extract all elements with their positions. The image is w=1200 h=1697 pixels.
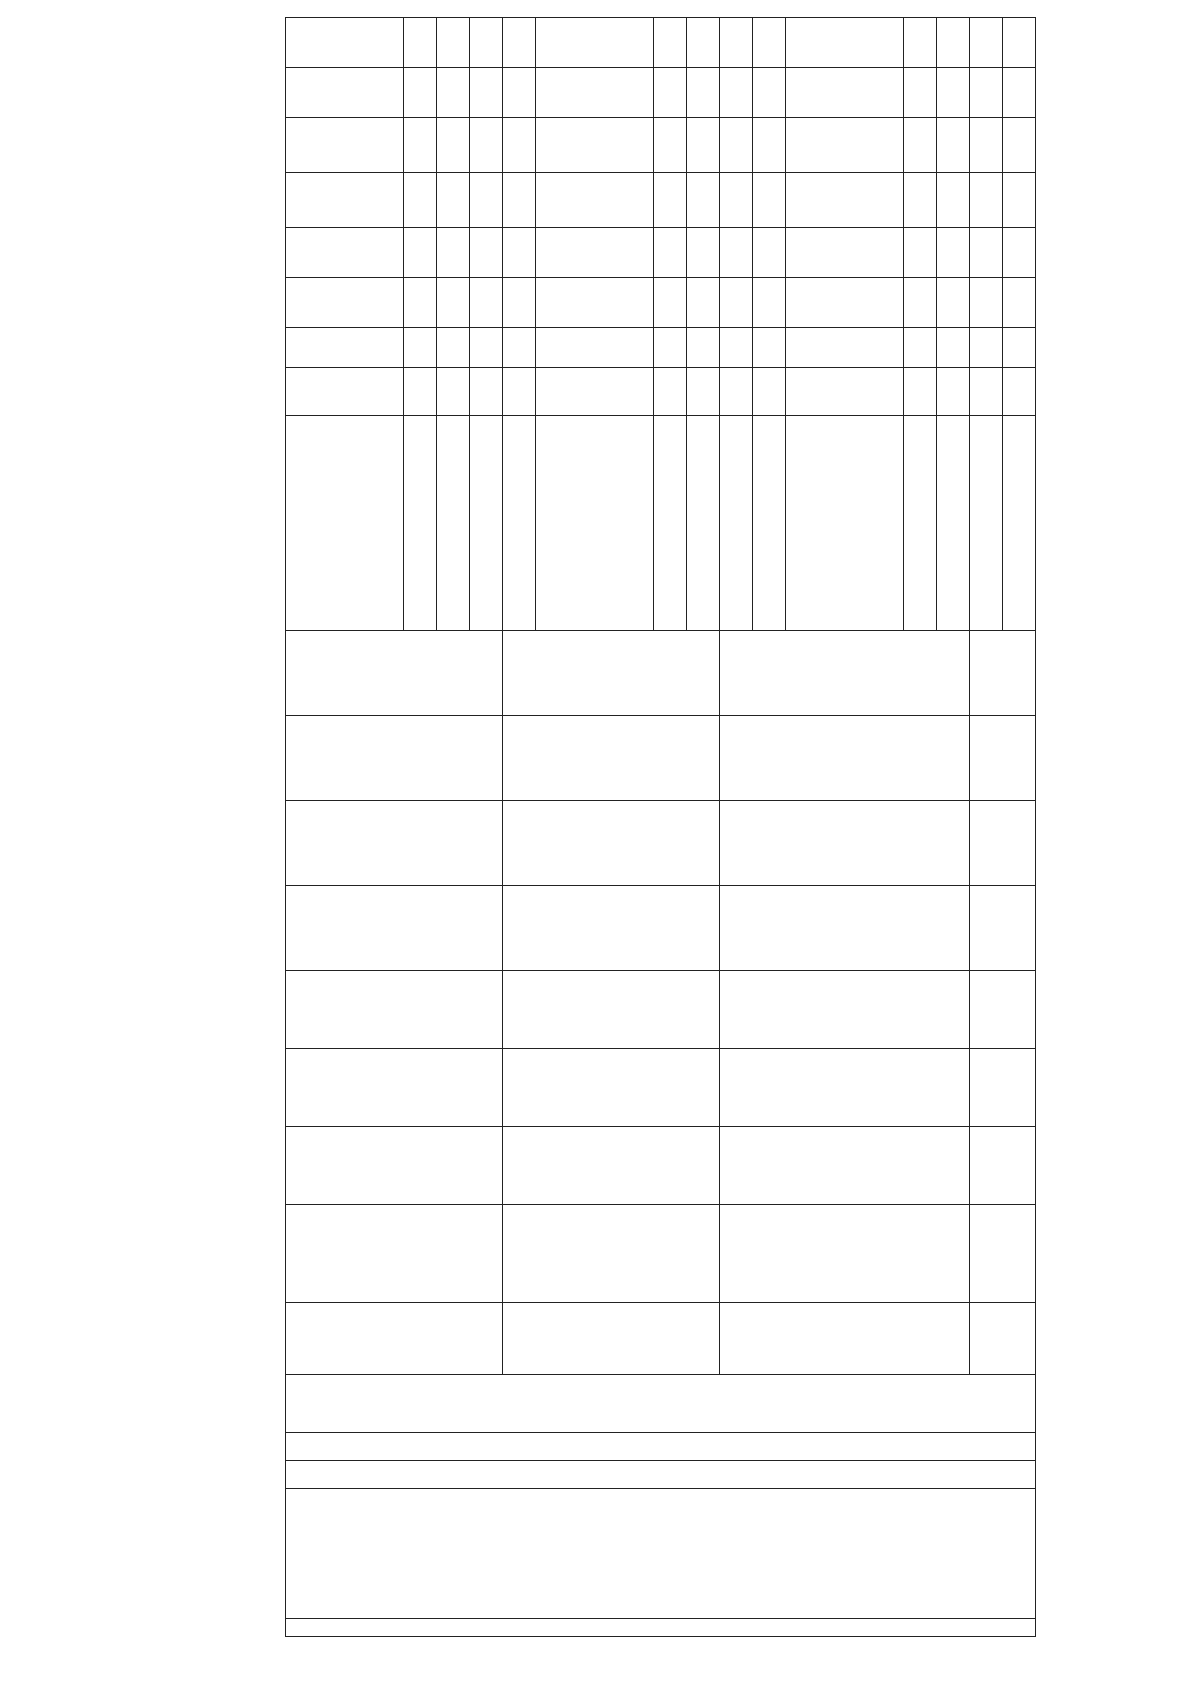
indicator-value-cell [503,278,536,328]
indicator-value-cell [970,328,1003,368]
indicator-value-cell [687,173,720,228]
indicator-name-cell [937,416,970,631]
indicator-value-cell [720,228,753,278]
indicator-value-cell [470,328,503,368]
indicator-value-cell [286,173,404,228]
indicator-name-cell [654,416,687,631]
indicator-value-cell [536,278,654,328]
indicator-value-cell [753,278,786,328]
indicator-value-cell [654,278,687,328]
indicator-name-cell [286,416,404,631]
funding-value-cell [286,886,503,971]
amendment-table [285,17,1036,1637]
funding-value-cell [503,971,720,1049]
indicator-value-cell [536,228,654,278]
indicator-value-cell [503,228,536,278]
funding-value-cell [970,801,1036,886]
executor-cell [286,1375,1036,1433]
indicator-name-cell [1003,416,1036,631]
event-name-cell [286,1489,1036,1619]
indicator-name-cell [404,416,437,631]
indicator-value-cell [720,278,753,328]
funding-value-cell [503,801,720,886]
indicator-unit-cell [937,368,970,416]
indicator-value-cell [1003,228,1036,278]
indicator-value-cell [687,328,720,368]
funding-value-cell [503,886,720,971]
indicator-value-cell [786,173,904,228]
indicator-unit-cell [404,368,437,416]
indicator-name-cell [904,416,937,631]
indicator-value-cell [470,118,503,173]
funding-value-cell [720,801,970,886]
indicator-value-cell [937,278,970,328]
indicator-value-cell [1003,328,1036,368]
indicator-value-cell [286,68,404,118]
indicator-value-cell [654,173,687,228]
indicator-value-cell [470,173,503,228]
indicator-value-cell [503,173,536,228]
indicator-value-cell [904,173,937,228]
indicator-name-cell [687,416,720,631]
funding-source-cell [720,1303,970,1375]
indicator-value-cell [654,328,687,368]
indicator-value-cell [654,118,687,173]
funding-value-cell [286,1127,503,1205]
end-year-cell [286,1433,1036,1461]
indicator-value-cell [1003,18,1036,68]
funding-value-cell [286,716,503,801]
indicator-value-cell [404,173,437,228]
indicator-value-cell [404,68,437,118]
indicator-value-cell [536,118,654,173]
indicator-unit-cell [1003,368,1036,416]
indicator-value-cell [753,173,786,228]
indicator-value-cell [970,228,1003,278]
indicator-value-cell [970,278,1003,328]
indicator-unit-cell [687,368,720,416]
indicator-value-cell [404,328,437,368]
indicator-unit-cell [720,368,753,416]
indicator-value-cell [536,18,654,68]
indicator-name-cell [470,416,503,631]
indicator-value-cell [286,278,404,328]
indicator-unit-cell [470,368,503,416]
indicator-value-cell [786,328,904,368]
indicator-name-cell [720,416,753,631]
indicator-value-cell [1003,68,1036,118]
indicator-value-cell [1003,278,1036,328]
indicator-value-cell [286,118,404,173]
funding-value-cell [970,971,1036,1049]
indicator-value-cell [786,228,904,278]
indicator-value-cell [970,18,1003,68]
indicator-unit-cell [536,368,654,416]
indicator-value-cell [904,18,937,68]
indicator-value-cell [437,18,470,68]
indicator-value-cell [937,173,970,228]
indicator-value-cell [536,173,654,228]
indicator-value-cell [970,118,1003,173]
indicator-value-cell [687,68,720,118]
indicator-value-cell [503,118,536,173]
indicator-value-cell [753,18,786,68]
funding-source-cell [286,1303,503,1375]
funding-value-cell [720,1205,970,1303]
indicator-unit-cell [286,368,404,416]
funding-value-cell [720,716,970,801]
funding-value-cell [720,1049,970,1127]
indicator-value-cell [720,118,753,173]
indicator-name-cell [503,416,536,631]
indicator-name-cell [753,416,786,631]
indicator-value-cell [720,173,753,228]
indicator-unit-cell [503,368,536,416]
indicator-unit-cell [654,368,687,416]
funding-value-cell [286,1049,503,1127]
indicator-value-cell [1003,173,1036,228]
funding-value-cell [503,1205,720,1303]
indicator-value-cell [437,173,470,228]
funding-value-cell [970,886,1036,971]
indicator-value-cell [904,68,937,118]
funding-source-cell [970,1303,1036,1375]
funding-value-cell [720,1127,970,1205]
table-row [286,18,404,1637]
funding-value-cell [720,631,970,716]
indicator-value-cell [437,118,470,173]
indicator-value-cell [286,328,404,368]
indicator-unit-cell [753,368,786,416]
indicator-value-cell [753,228,786,278]
funding-value-cell [286,971,503,1049]
indicator-value-cell [503,18,536,68]
indicator-value-cell [470,278,503,328]
indicator-unit-cell [904,368,937,416]
indicator-value-cell [970,68,1003,118]
indicator-value-cell [654,68,687,118]
indicator-unit-cell [970,368,1003,416]
funding-value-cell [286,801,503,886]
funding-value-cell [970,1127,1036,1205]
funding-value-cell [970,1205,1036,1303]
indicator-value-cell [970,173,1003,228]
indicator-value-cell [437,328,470,368]
funding-value-cell [286,1205,503,1303]
indicator-value-cell [404,228,437,278]
indicator-value-cell [437,228,470,278]
indicator-value-cell [904,228,937,278]
start-year-cell [286,1461,1036,1489]
indicator-value-cell [404,278,437,328]
indicator-value-cell [1003,118,1036,173]
indicator-name-cell [437,416,470,631]
indicator-value-cell [786,278,904,328]
indicator-value-cell [937,68,970,118]
indicator-value-cell [654,228,687,278]
indicator-value-cell [437,68,470,118]
indicator-value-cell [437,278,470,328]
indicator-value-cell [720,18,753,68]
indicator-value-cell [687,118,720,173]
indicator-value-cell [286,228,404,278]
indicator-value-cell [470,68,503,118]
funding-value-cell [286,631,503,716]
funding-value-cell [970,716,1036,801]
indicator-value-cell [536,68,654,118]
indicator-value-cell [286,18,404,68]
funding-value-cell [503,1049,720,1127]
indicator-value-cell [937,328,970,368]
indicator-value-cell [470,228,503,278]
indicator-value-cell [753,68,786,118]
indicator-value-cell [503,68,536,118]
indicator-value-cell [470,18,503,68]
indicator-value-cell [786,18,904,68]
indicator-name-cell [970,416,1003,631]
indicator-unit-cell [437,368,470,416]
indicator-value-cell [786,68,904,118]
funding-value-cell [720,971,970,1049]
indicator-value-cell [753,328,786,368]
indicator-value-cell [654,18,687,68]
indicator-value-cell [503,328,536,368]
indicator-value-cell [720,68,753,118]
indicator-value-cell [786,118,904,173]
funding-value-cell [503,631,720,716]
funding-value-cell [970,631,1036,716]
row-number-cell [286,1619,1036,1637]
funding-value-cell [720,886,970,971]
indicator-value-cell [404,118,437,173]
indicator-value-cell [753,118,786,173]
funding-source-cell [503,1303,720,1375]
indicator-value-cell [904,328,937,368]
indicator-value-cell [720,328,753,368]
indicator-value-cell [937,118,970,173]
indicator-value-cell [937,228,970,278]
indicator-value-cell [937,18,970,68]
funding-value-cell [970,1049,1036,1127]
indicator-value-cell [404,18,437,68]
indicator-value-cell [904,118,937,173]
indicator-value-cell [687,18,720,68]
indicator-value-cell [687,228,720,278]
indicator-name-cell [536,416,654,631]
indicator-unit-cell [786,368,904,416]
indicator-value-cell [904,278,937,328]
indicator-name-cell [786,416,904,631]
indicator-value-cell [687,278,720,328]
funding-value-cell [503,716,720,801]
indicator-value-cell [536,328,654,368]
funding-value-cell [503,1127,720,1205]
